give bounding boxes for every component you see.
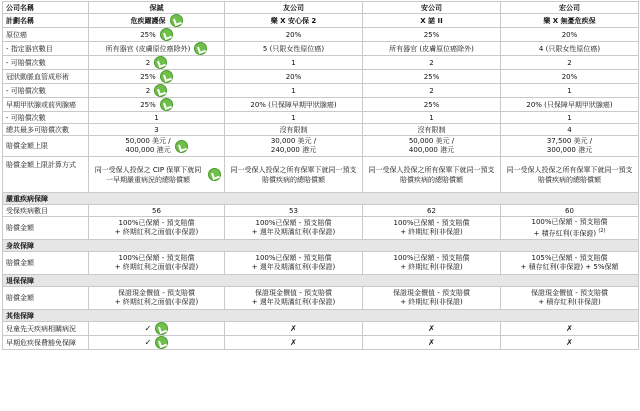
plan-1: [89, 14, 225, 28]
section-severe: 嚴重疾病保障: [3, 193, 639, 205]
cell-prudential: [89, 217, 225, 240]
cell-hong: 20%: [501, 28, 639, 42]
cell-text: + 終期紅利(非保證): [400, 263, 463, 271]
company-prudential: 保誠: [89, 2, 225, 14]
cell-text: + 終期紅利之面值(非保證): [114, 228, 199, 236]
cell-prudential: [89, 157, 225, 193]
row-label: 賠償金額上限計算方式: [3, 157, 89, 193]
cell-text: + 積存紅利(非保證): [533, 229, 597, 238]
section-header: [3, 310, 639, 322]
cell-an: 2: [363, 56, 501, 70]
cell-text: + 終期紅利(非保證): [400, 298, 463, 306]
cell-prudential: [89, 252, 225, 275]
cell-text: + 積存紅利(非保證): [538, 298, 601, 306]
cell-text: 25%: [140, 30, 156, 39]
cell-prudential: [89, 84, 225, 98]
cell-hong: [501, 217, 639, 240]
table-row: [3, 205, 639, 217]
section-death: 身故保障: [3, 240, 639, 252]
table-row: [3, 287, 639, 310]
cell-text: 400,000 港元: [408, 146, 455, 154]
cell-text: 50,000 美元 /: [408, 137, 455, 145]
cell-an: [363, 287, 501, 310]
cell-prudential: [89, 287, 225, 310]
footnote-marker: (2): [598, 227, 606, 234]
cell-friend: 20% (只保障早期甲狀腺癌): [225, 98, 363, 112]
row-label: 賠償金額: [3, 217, 89, 240]
cell-hong: [501, 252, 639, 275]
cell-an: 25%: [363, 70, 501, 84]
table-row: [3, 98, 639, 112]
cell-friend: [225, 136, 363, 157]
cell-text: + 終期紅利之面值(非保證): [114, 263, 199, 271]
row-label: 受保疾病數目: [3, 205, 89, 217]
thumbs-up-icon: [160, 98, 173, 111]
cross-icon: ✗: [501, 322, 639, 336]
cell-text: 保證現金價值 - 預支賠償: [118, 289, 195, 297]
cell-an: [363, 136, 501, 157]
cell-an: 25%: [363, 98, 501, 112]
cell-text: 同一受保人投保之 CIP 保單下就同一早期嚴重病況的總賠償額: [94, 165, 202, 184]
cell-text: 保證現金價值 - 預支賠償: [393, 289, 470, 297]
table-row: [3, 112, 639, 124]
row-label: - 可賠償次數: [3, 56, 89, 70]
plan-3: X 諾 II: [363, 14, 501, 28]
thumbs-up-icon: [194, 42, 207, 55]
cell-prudential: [89, 56, 225, 70]
cell-text: 25%: [140, 100, 156, 109]
cell-friend: [225, 217, 363, 240]
cell-prudential: [89, 28, 225, 42]
row-label: 賠償金額: [3, 287, 89, 310]
cell-an: 同一受保人投保之所有保單下就同一預支賠償疾病的總賠償額: [363, 157, 501, 193]
cell-text: + 週年及期滿紅利(非保證): [251, 263, 336, 271]
cross-icon: ✗: [363, 336, 501, 350]
cell-an: 2: [363, 84, 501, 98]
cell-friend: [225, 287, 363, 310]
cell-text: 300,000 港元: [546, 146, 593, 154]
thumbs-up-icon: [154, 84, 167, 97]
cell-text: 50,000 美元 /: [125, 137, 171, 145]
row-label: - 可賠償次數: [3, 112, 89, 124]
cell-hong: 20%: [501, 70, 639, 84]
row-label: 早期甲狀腺或前列腺癌: [3, 98, 89, 112]
thumbs-up-icon: [160, 28, 173, 41]
cell-text: 100%已保額 - 預支賠償: [118, 254, 195, 262]
cell-friend: 20%: [225, 28, 363, 42]
row-label: 兒童先天疾病相關病況: [3, 322, 89, 336]
section-surrender: 退保保障: [3, 275, 639, 287]
table-row: [3, 124, 639, 136]
cell-prudential: [89, 322, 225, 336]
cell-text: + 終期紅利(非保證): [400, 228, 463, 236]
plan-1-text: 危疾躍護保: [130, 16, 166, 25]
cell-prudential: 56: [89, 205, 225, 217]
cell-an: 25%: [363, 28, 501, 42]
cross-icon: ✗: [225, 322, 363, 336]
cell-an: 1: [363, 112, 501, 124]
calc-row: [3, 157, 639, 193]
cell-hong: 4 (只限女性原位癌): [501, 42, 639, 56]
table-row: [3, 70, 639, 84]
cell-text: 25%: [140, 72, 156, 81]
row-label: - 可賠償次數: [3, 84, 89, 98]
cell-prudential: [89, 70, 225, 84]
table-row: [3, 84, 639, 98]
cell-prudential: [89, 136, 225, 157]
plan-2: 樂 X 安心保 2: [225, 14, 363, 28]
section-other: 其他保障: [3, 310, 639, 322]
table-row: [3, 336, 639, 350]
cell-text: 保證現金價值 - 預支賠償: [255, 289, 332, 297]
section-header: [3, 275, 639, 287]
table-row: [3, 252, 639, 275]
row-label: 原位癌: [3, 28, 89, 42]
row-label: 冠狀動脈血管成形術: [3, 70, 89, 84]
cell-text: 所有器官 (皮膚原位癌除外): [105, 44, 191, 53]
plan-name-row: [3, 14, 639, 28]
cell-text: 保證現金價值 - 預支賠償: [531, 289, 608, 297]
cell-an: 所有器官 (皮膚原位癌除外): [363, 42, 501, 56]
thumbs-up-icon: [175, 140, 188, 153]
cell-friend: 沒有限制: [225, 124, 363, 136]
cell-text: 2: [145, 86, 151, 95]
row-label: 總共最多可賠償次數: [3, 124, 89, 136]
cell-text: 400,000 港元: [125, 146, 171, 154]
cell-text: + 週年及期滿紅利(非保證): [251, 298, 336, 306]
cross-icon: ✗: [501, 336, 639, 350]
cell-friend: 1: [225, 112, 363, 124]
table-row: [3, 42, 639, 56]
cell-an: [363, 217, 501, 240]
comparison-table: [2, 1, 639, 350]
cell-prudential: 1: [89, 112, 225, 124]
table-row: [3, 322, 639, 336]
row-label: 賠償金額上限: [3, 136, 89, 157]
cell-hong: 4: [501, 124, 639, 136]
limit-row: [3, 136, 639, 157]
thumbs-up-icon: [154, 56, 167, 69]
cell-text: 100%已保額 - 預支賠償: [393, 219, 470, 227]
cell-hong: 1: [501, 112, 639, 124]
company-hong: 宏公司: [501, 2, 639, 14]
cell-text: 100%已保額 - 預支賠償: [118, 219, 195, 227]
cell-an: 沒有限制: [363, 124, 501, 136]
check-icon: ✓: [144, 323, 152, 333]
cross-icon: ✗: [363, 322, 501, 336]
cell-hong: 1: [501, 84, 639, 98]
table-row: [3, 28, 639, 42]
company-header-row: [3, 2, 639, 14]
thumbs-up-icon: [160, 70, 173, 83]
row-label: - 指定器官數目: [3, 42, 89, 56]
check-icon: ✓: [144, 337, 152, 347]
section-header: [3, 193, 639, 205]
cell-text: 240,000 港元: [270, 146, 317, 154]
plan-4: 樂 X 無憂危疾保: [501, 14, 639, 28]
cell-hong: [501, 136, 639, 157]
cell-text: 100%已保額 - 預支賠償: [255, 254, 332, 262]
company-label: 公司名稱: [3, 2, 89, 14]
cell-friend: 同一受保人投保之所有保單下就同一預支賠償疾病的總賠償額: [225, 157, 363, 193]
cell-an: [363, 252, 501, 275]
cell-prudential: 3: [89, 124, 225, 136]
cell-prudential: [89, 336, 225, 350]
cell-friend: 5 (只限女性原位癌): [225, 42, 363, 56]
cell-text: 100%已保額 - 預支賠償: [255, 219, 332, 227]
cell-text: 37,500 美元 /: [546, 137, 593, 145]
cell-prudential: [89, 98, 225, 112]
cell-text: + 積存紅利(非保證) + 5%保額: [520, 263, 619, 271]
cell-text: 100%已保額 - 預支賠償: [393, 254, 470, 262]
company-an: 安公司: [363, 2, 501, 14]
cell-hong: 2: [501, 56, 639, 70]
cell-text: 105%已保額 - 預支賠償: [531, 254, 608, 262]
company-friend: 友公司: [225, 2, 363, 14]
thumbs-up-icon: [170, 14, 183, 27]
cell-hong: 60: [501, 205, 639, 217]
row-label: 賠償金額: [3, 252, 89, 275]
row-label: 早期危疾保費豁免保障: [3, 336, 89, 350]
cell-hong: [501, 287, 639, 310]
cell-friend: [225, 252, 363, 275]
cell-text: + 週年及期滿紅利(非保證): [251, 228, 336, 236]
cell-text: 30,000 美元 /: [270, 137, 317, 145]
cell-an: 62: [363, 205, 501, 217]
cell-hong: 同一受保人投保之所有保單下就同一預支賠償疾病的總賠償額: [501, 157, 639, 193]
cell-text: 2: [145, 58, 151, 67]
cell-prudential: [89, 42, 225, 56]
cell-friend: 20%: [225, 70, 363, 84]
cell-friend: 53: [225, 205, 363, 217]
cell-text: + 終期紅利之面值(非保證): [114, 298, 199, 306]
cell-hong: 20% (只保障早期甲狀腺癌): [501, 98, 639, 112]
plan-label: 計劃名稱: [3, 14, 89, 28]
cell-text: 100%已保額 - 預支賠償: [531, 217, 608, 226]
cell-friend: 1: [225, 56, 363, 70]
table-row: [3, 56, 639, 70]
thumbs-up-icon: [208, 168, 221, 181]
section-header: [3, 240, 639, 252]
thumbs-up-icon: [155, 322, 168, 335]
cell-friend: 1: [225, 84, 363, 98]
table-row: [3, 217, 639, 240]
cross-icon: ✗: [225, 336, 363, 350]
thumbs-up-icon: [155, 336, 168, 349]
